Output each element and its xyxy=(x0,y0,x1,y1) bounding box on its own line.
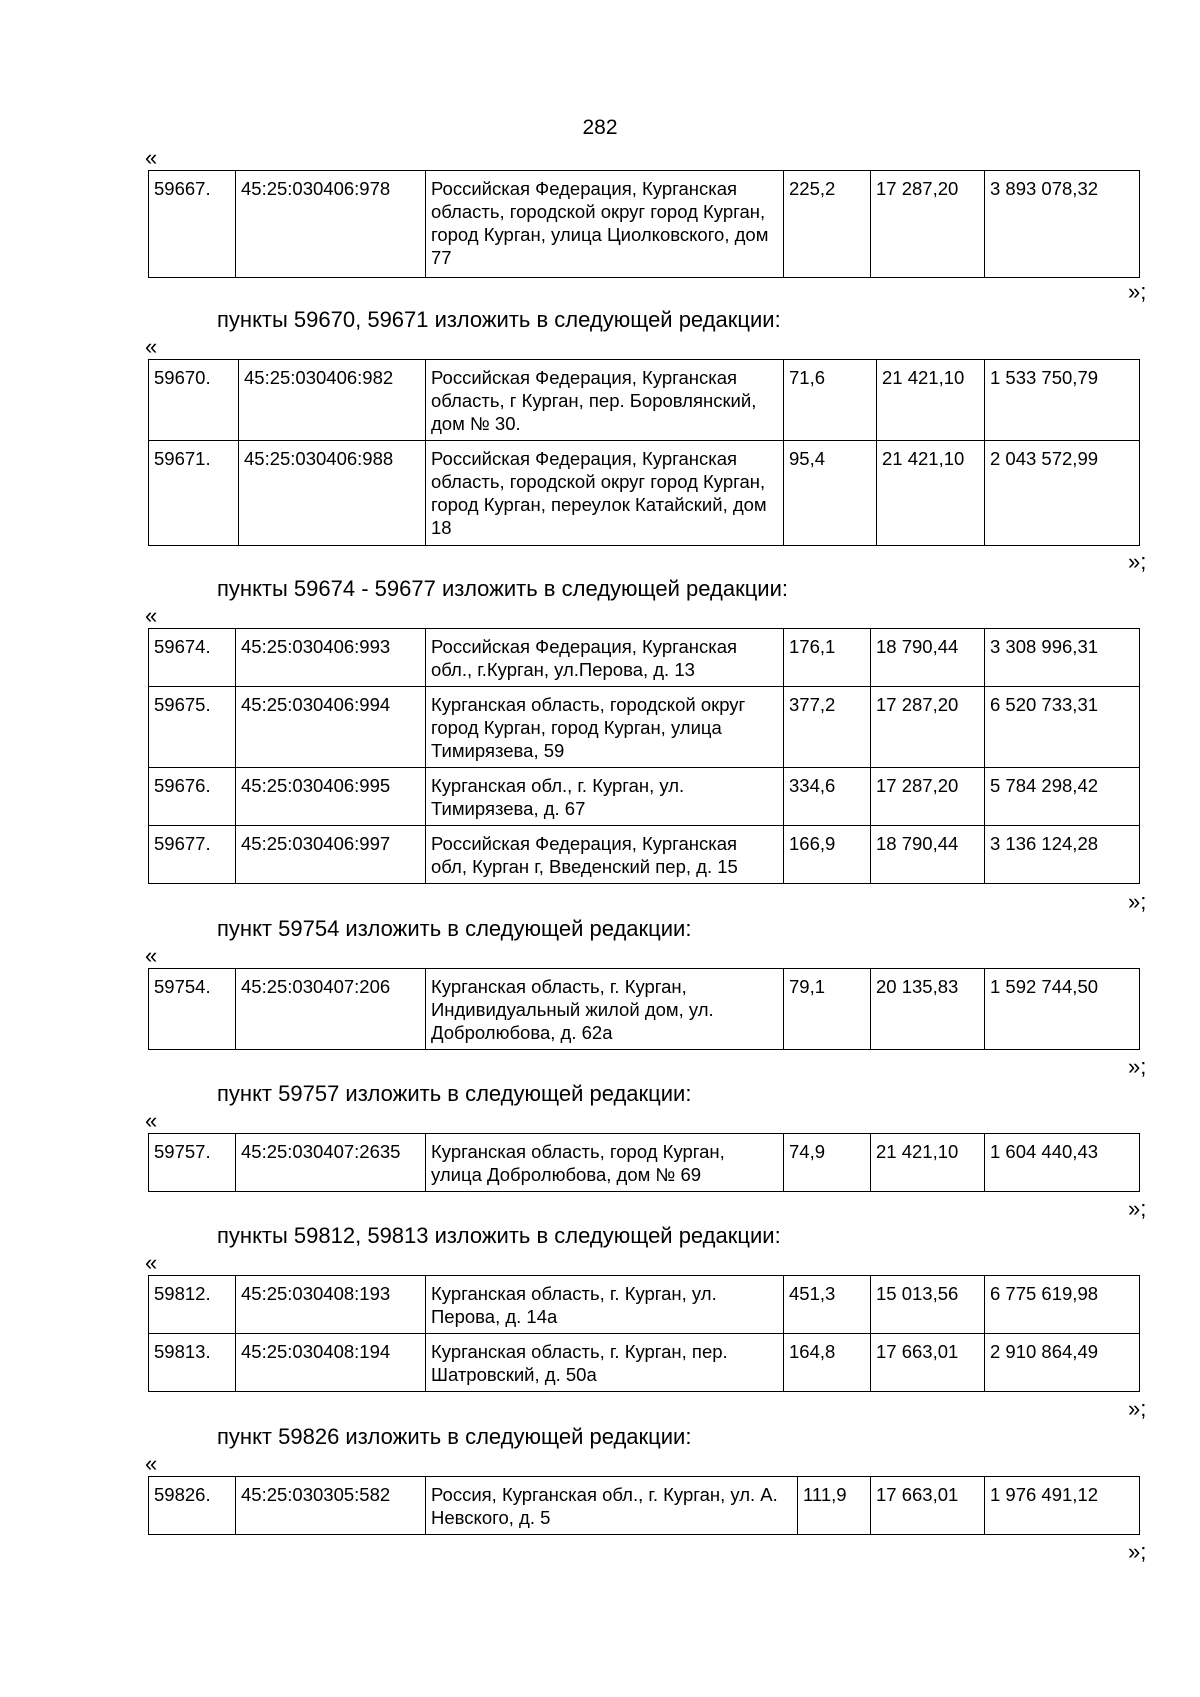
open-quote: « xyxy=(145,943,158,968)
cell-number: 59826. xyxy=(149,1477,236,1535)
cell-cadastral: 45:25:030407:206 xyxy=(236,969,426,1050)
cell-number: 59674. xyxy=(149,629,236,687)
register-table xyxy=(148,1133,1140,1192)
cell-value: 1 604 440,43 xyxy=(985,1134,1140,1192)
table-row xyxy=(149,768,1140,826)
cell-address: Курганская область, г. Курган, ул. Перова, д. 14а xyxy=(426,1276,784,1334)
cell-cadastral: 45:25:030305:582 xyxy=(236,1477,426,1535)
cell-number: 59677. xyxy=(149,826,236,884)
cell-number: 59813. xyxy=(149,1334,236,1392)
cell-area: 166,9 xyxy=(784,826,871,884)
open-quote: « xyxy=(145,1108,158,1133)
cell-cadastral: 45:25:030406:988 xyxy=(239,441,426,546)
table-row xyxy=(149,969,1140,1050)
cell-address: Курганская область, г. Курган, Индивидуальный жилой дом, ул. Добролюбова, д. 62а xyxy=(426,969,784,1050)
cell-value: 1 533 750,79 xyxy=(985,360,1140,441)
cell-value: 3 136 124,28 xyxy=(985,826,1140,884)
cell-value: 6 520 733,31 xyxy=(985,687,1140,768)
cell-rate: 20 135,83 xyxy=(871,969,985,1050)
cell-number: 59676. xyxy=(149,768,236,826)
register-table xyxy=(148,1275,1140,1392)
cell-number: 59757. xyxy=(149,1134,236,1192)
cell-value: 2 043 572,99 xyxy=(985,441,1140,546)
section-heading: пункт 59754 изложить в следующей редакции: xyxy=(217,916,692,941)
register-table xyxy=(148,1476,1140,1535)
cell-rate: 17 663,01 xyxy=(871,1334,985,1392)
cell-cadastral: 45:25:030406:978 xyxy=(236,171,426,278)
cell-address: Российская Федерация, Курганская обл., г.Курган, ул.Перова, д. 13 xyxy=(426,629,784,687)
cell-value: 5 784 298,42 xyxy=(985,768,1140,826)
cell-area: 71,6 xyxy=(784,360,877,441)
cell-rate: 17 663,01 xyxy=(871,1477,985,1535)
page-number: 282 xyxy=(582,116,618,139)
cell-number: 59754. xyxy=(149,969,236,1050)
cell-address: Курганская область, г. Курган, пер. Шатровский, д. 50а xyxy=(426,1334,784,1392)
cell-cadastral: 45:25:030407:2635 xyxy=(236,1134,426,1192)
cell-address: Российская Федерация, Курганская обл, Курган г, Введенский пер, д. 15 xyxy=(426,826,784,884)
cell-cadastral: 45:25:030406:997 xyxy=(236,826,426,884)
open-quote: « xyxy=(145,603,158,628)
close-quote: »; xyxy=(1128,549,1147,574)
cell-value: 1 976 491,12 xyxy=(985,1477,1140,1535)
cell-number: 59670. xyxy=(149,360,239,441)
cell-address: Курганская область, город Курган, улица Добролюбова, дом № 69 xyxy=(426,1134,784,1192)
cell-cadastral: 45:25:030408:194 xyxy=(236,1334,426,1392)
table-row xyxy=(149,1276,1140,1334)
table-row xyxy=(149,171,1140,278)
close-quote: »; xyxy=(1128,889,1147,914)
cell-address: Россия, Курганская обл., г. Курган, ул. А. Невского, д. 5 xyxy=(426,1477,798,1535)
cell-area: 176,1 xyxy=(784,629,871,687)
cell-value: 3 308 996,31 xyxy=(985,629,1140,687)
register-table xyxy=(148,628,1140,884)
cell-address: Курганская обл., г. Курган, ул. Тимирязева, д. 67 xyxy=(426,768,784,826)
cell-rate: 15 013,56 xyxy=(871,1276,985,1334)
open-quote: « xyxy=(145,1451,158,1476)
cell-value: 3 893 078,32 xyxy=(985,171,1140,278)
cell-rate: 18 790,44 xyxy=(871,629,985,687)
cell-area: 111,9 xyxy=(798,1477,871,1535)
cell-address: Российская Федерация, Курганская область, г Курган, пер. Боровлянский, дом № 30. xyxy=(426,360,784,441)
cell-value: 1 592 744,50 xyxy=(985,969,1140,1050)
cell-cadastral: 45:25:030406:993 xyxy=(236,629,426,687)
cell-value: 2 910 864,49 xyxy=(985,1334,1140,1392)
cell-area: 377,2 xyxy=(784,687,871,768)
cell-area: 164,8 xyxy=(784,1334,871,1392)
close-quote: »; xyxy=(1128,279,1147,304)
open-quote: « xyxy=(145,334,158,359)
cell-rate: 17 287,20 xyxy=(871,171,985,278)
cell-number: 59675. xyxy=(149,687,236,768)
close-quote: »; xyxy=(1128,1196,1147,1221)
cell-rate: 21 421,10 xyxy=(871,1134,985,1192)
section-heading: пункты 59670, 59671 изложить в следующей редакции: xyxy=(217,307,781,332)
register-table xyxy=(148,359,1140,546)
cell-address: Курганская область, городской округ город Курган, город Курган, улица Тимирязева, 59 xyxy=(426,687,784,768)
cell-address: Российская Федерация, Курганская область, городской округ город Курган, город Курган, переулок Катайский, дом 18 xyxy=(426,441,784,546)
cell-cadastral: 45:25:030408:193 xyxy=(236,1276,426,1334)
cell-area: 334,6 xyxy=(784,768,871,826)
section-heading: пункты 59812, 59813 изложить в следующей редакции: xyxy=(217,1223,781,1248)
cell-rate: 21 421,10 xyxy=(877,441,985,546)
cell-cadastral: 45:25:030406:995 xyxy=(236,768,426,826)
cell-rate: 18 790,44 xyxy=(871,826,985,884)
cell-cadastral: 45:25:030406:982 xyxy=(239,360,426,441)
table-row xyxy=(149,1477,1140,1535)
close-quote: »; xyxy=(1128,1054,1147,1079)
table-row xyxy=(149,360,1140,441)
table-row xyxy=(149,1134,1140,1192)
register-table xyxy=(148,170,1140,278)
cell-number: 59812. xyxy=(149,1276,236,1334)
cell-area: 451,3 xyxy=(784,1276,871,1334)
table-row xyxy=(149,629,1140,687)
cell-number: 59667. xyxy=(149,171,236,278)
cell-number: 59671. xyxy=(149,441,239,546)
open-quote: « xyxy=(145,145,158,170)
cell-area: 95,4 xyxy=(784,441,877,546)
section-heading: пункт 59757 изложить в следующей редакции: xyxy=(217,1081,692,1106)
cell-area: 79,1 xyxy=(784,969,871,1050)
section-heading: пункт 59826 изложить в следующей редакции: xyxy=(217,1424,692,1449)
register-table xyxy=(148,968,1140,1050)
cell-address: Российская Федерация, Курганская область, городской округ город Курган, город Курган, улица Циолковского, дом 77 xyxy=(426,171,784,278)
cell-rate: 17 287,20 xyxy=(871,687,985,768)
table-row xyxy=(149,826,1140,884)
section-heading: пункты 59674 - 59677 изложить в следующей редакции: xyxy=(217,576,789,601)
table-row xyxy=(149,1334,1140,1392)
close-quote: »; xyxy=(1128,1396,1147,1421)
table-row xyxy=(149,687,1140,768)
cell-value: 6 775 619,98 xyxy=(985,1276,1140,1334)
cell-area: 74,9 xyxy=(784,1134,871,1192)
table-row xyxy=(149,441,1140,546)
open-quote: « xyxy=(145,1250,158,1275)
cell-rate: 21 421,10 xyxy=(877,360,985,441)
cell-rate: 17 287,20 xyxy=(871,768,985,826)
cell-area: 225,2 xyxy=(784,171,871,278)
close-quote: »; xyxy=(1128,1539,1147,1564)
cell-cadastral: 45:25:030406:994 xyxy=(236,687,426,768)
